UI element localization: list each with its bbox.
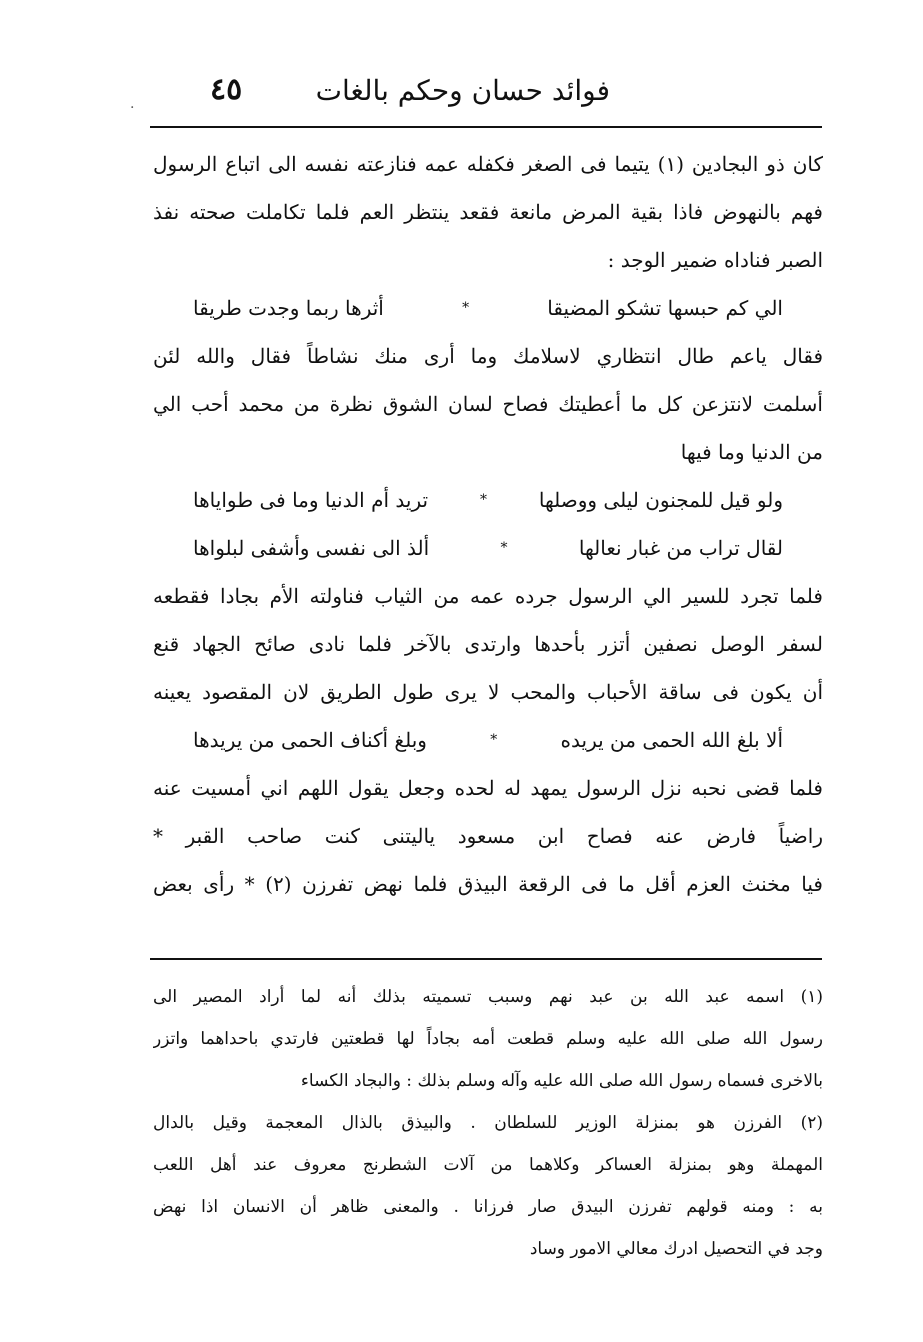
verse-separator: * (479, 492, 487, 508)
text-line: فلما تجرد للسير الي الرسول جرده عمه من الثياب فناولته الأم بجادا فقطعه (153, 584, 823, 608)
text-line: لسفر الوصل نصفين أتزر بأحدها وارتدى بالآخر فلما نادى صائح الجهاد قنع (153, 632, 823, 656)
text-line: فقال ياعم طال انتظاري لاسلامك وما أرى منك نشاطاً فقال والله لئن (153, 344, 823, 368)
verse-line (153, 524, 823, 572)
footnote-line: به : ومنه قولهم تفرزن البيدق صار فرزانا . والمعنى ظاهر أن الانسان اذا نهض (153, 1197, 823, 1217)
page-header (150, 68, 820, 118)
verse-first-hemistich: الي كم حبسها تشكو المضيقا (547, 296, 783, 320)
text-line: فلما قضى نحبه نزل الرسول يمهد له لحده وجعل يقول اللهم اني أمسيت عنه (153, 776, 823, 800)
verse-first-hemistich: لقال تراب من غبار نعالها (578, 536, 783, 560)
verse-second-hemistich: وبلغ أكناف الحمى من يريدها (193, 728, 427, 752)
footnote-line: (٢) الفرزن هو بمنزلة الوزير للسلطان . والبيذق بالذال المعجمة وقيل بالدال (153, 1113, 823, 1133)
text-line: كان ذو البجادين (١) يتيما فى الصغر فكفله عمه فنازعته نفسه الى اتباع الرسول (153, 152, 823, 176)
verse-line (153, 476, 823, 524)
header-rule (150, 126, 822, 128)
verse-separator: * (490, 732, 498, 748)
text-line: فيا مخنث العزم أقل ما فى الرقعة البيذق فلما نهض تفرزن (٢) * رأى بعض (153, 872, 823, 896)
text-line: راضياً فارض عنه فصاح ابن مسعود ياليتنى كنت صاحب القبر * (153, 824, 823, 848)
text-line: فهم بالنهوض فاذا بقية المرض مانعة فقعد ينتظر العم فلما تكاملت صحته نفذ (153, 200, 823, 224)
verse-first-hemistich: ألا بلغ الله الحمى من يريده (560, 728, 783, 752)
verse-line (153, 284, 823, 332)
footnote-rule (150, 958, 822, 960)
verse-separator: * (500, 540, 508, 556)
footnotes (153, 976, 823, 1270)
text-line: أسلمت لانتزعن كل ما أعطيتك فصاح لسان الشوق نظرة من محمد أحب الي (153, 392, 823, 416)
text-line: الصبر فناداه ضمير الوجد : (607, 248, 823, 272)
footnote-line: (١) اسمه عبد الله بن عبد نهم وسبب تسميته بذلك أنه لما أراد المصير الى (153, 987, 823, 1007)
footnote-line: وجد في التحصيل ادرك معالي الامور وساد (529, 1239, 823, 1259)
page-number: ٤٥ (210, 72, 243, 107)
main-text (153, 140, 823, 908)
footnote-line: رسول الله صلى الله عليه وسلم قطعت أمه بجاداً لها قطعتين فارتدي باحداهما واتزر (153, 1029, 823, 1049)
running-title: فوائد حسان وحكم بالغات (315, 74, 610, 107)
verse-second-hemistich: ألذ الى نفسى وأشفى لبلواها (193, 536, 430, 560)
text-line: أن يكون فى ساقة الأحباب والمحب لا يرى طول الطريق لان المقصود يعينه (153, 680, 823, 704)
stray-ink-mark: . (130, 96, 135, 112)
verse-second-hemistich: تريد أم الدنيا وما فى طواياها (193, 488, 429, 512)
footnote-line: بالاخرى فسماه رسول الله صلى الله عليه وآله وسلم بذلك : والبجاد الكساء (300, 1071, 823, 1091)
verse-line (153, 716, 823, 764)
text-line: من الدنيا وما فيها (680, 440, 823, 464)
verse-separator: * (462, 300, 470, 316)
verse-first-hemistich: ولو قيل للمجنون ليلى ووصلها (538, 488, 783, 512)
footnote-line: المهملة وهو بمنزلة العساكر وكلاهما من آلات الشطرنج معروف عند أهل اللعب (153, 1155, 823, 1175)
verse-second-hemistich: أثرها ربما وجدت طريقا (193, 296, 384, 320)
